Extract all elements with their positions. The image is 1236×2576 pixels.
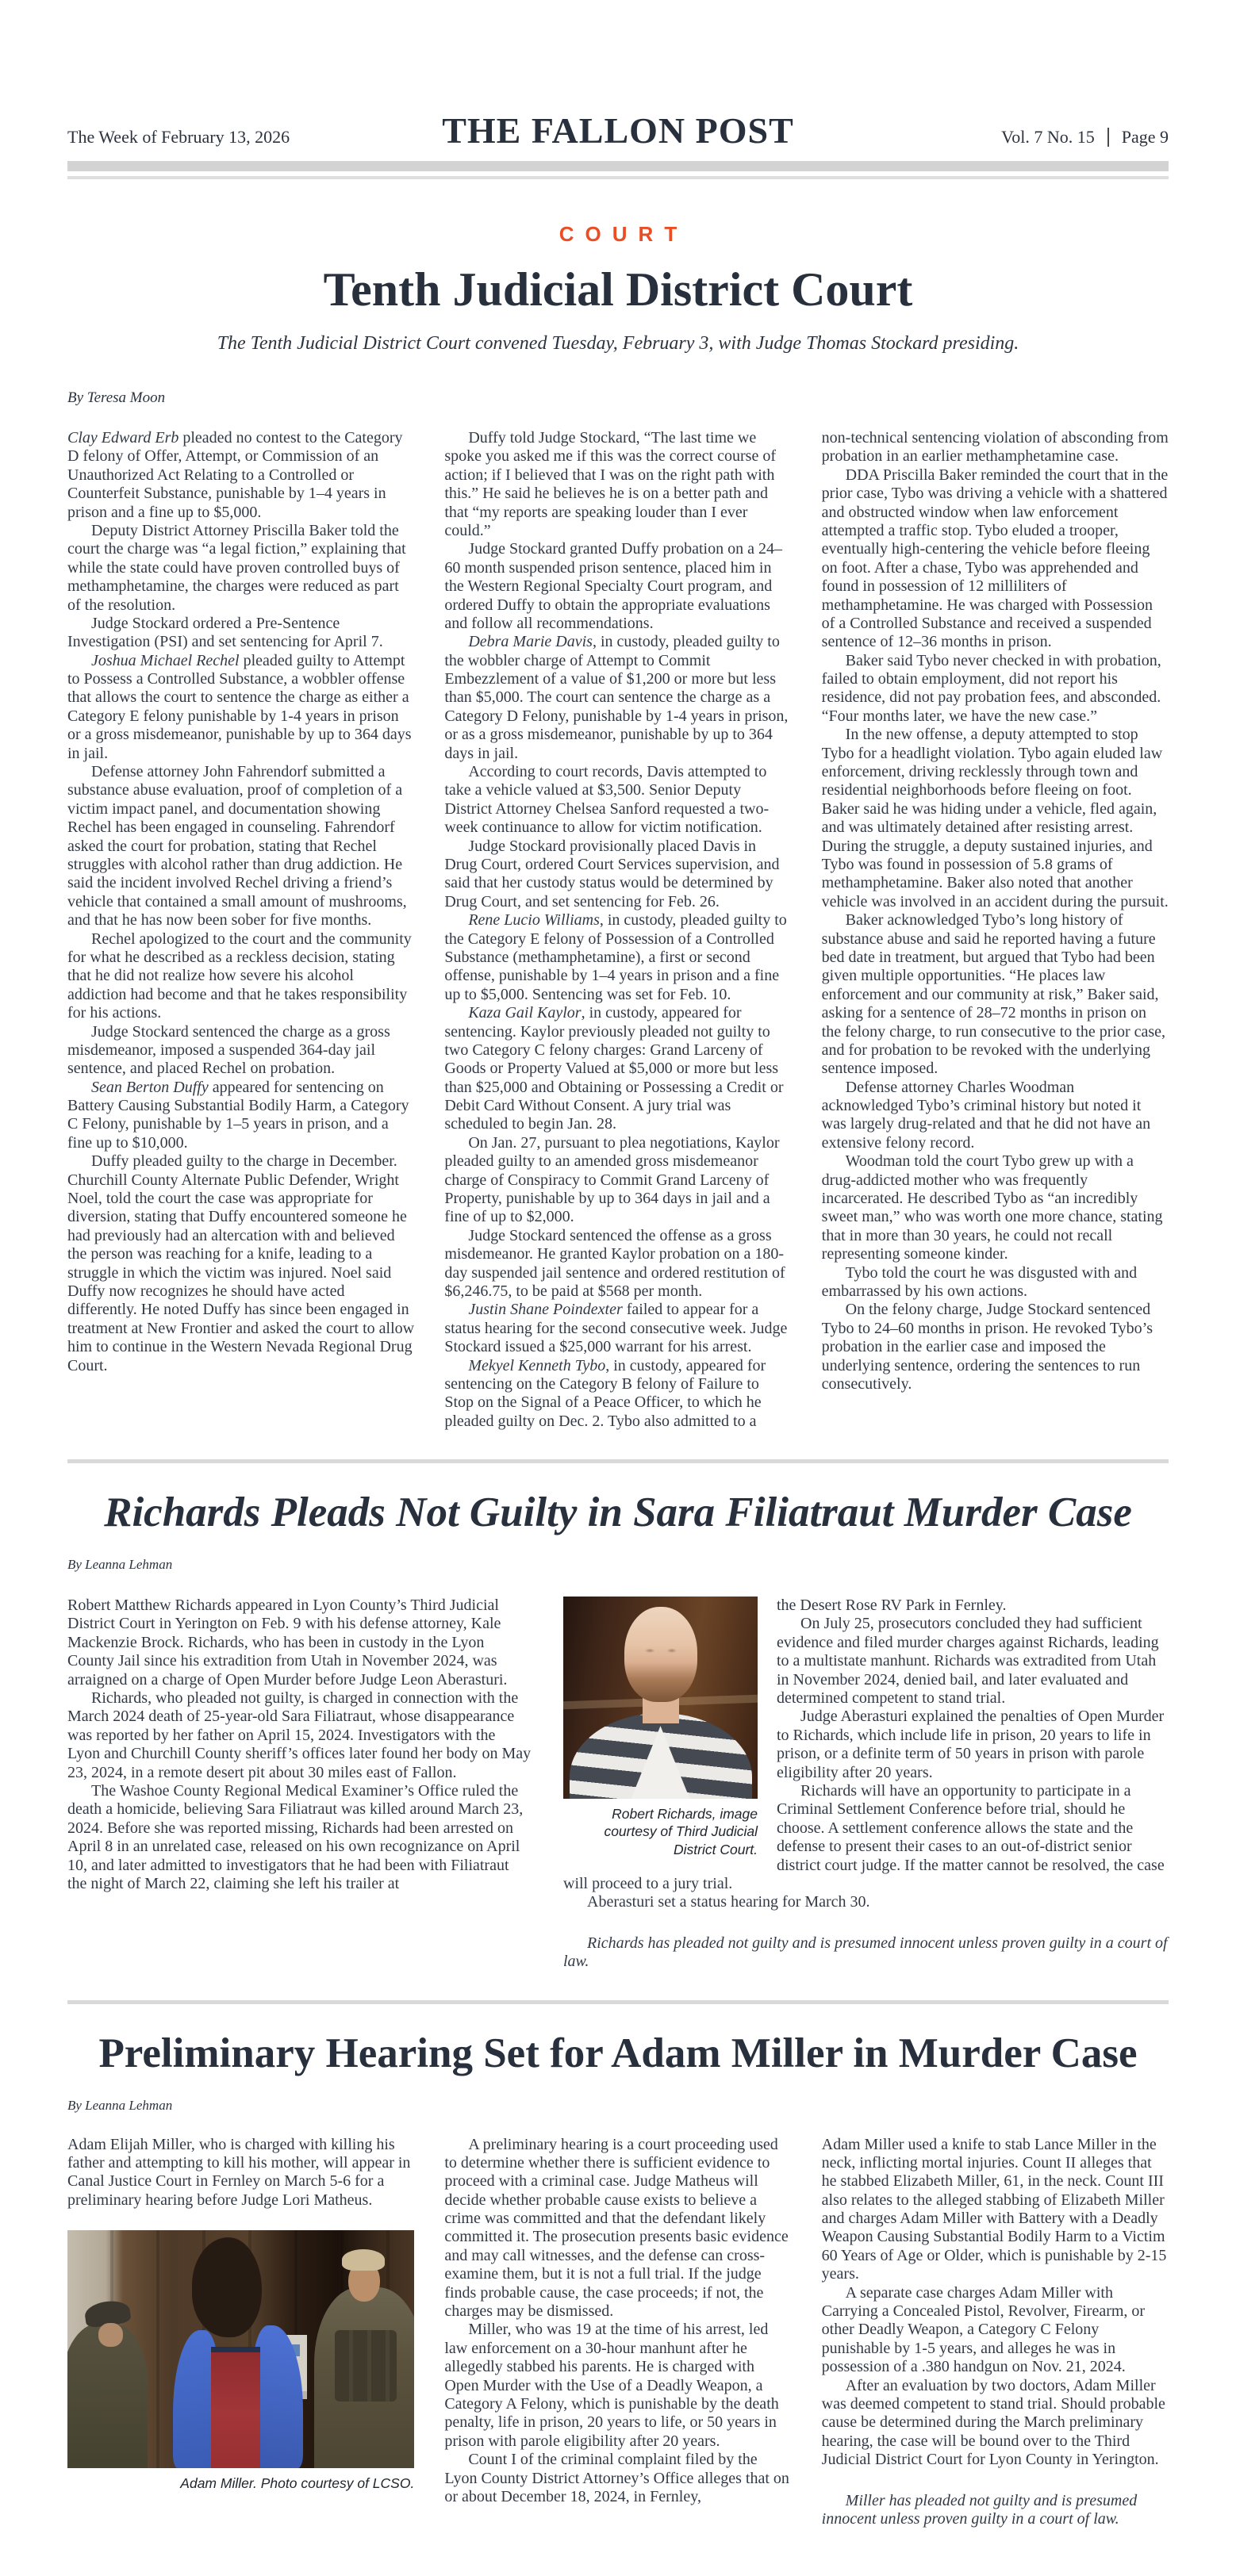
paragraph: According to court records, Davis attempted to take a vehicle valued at $3,500. Senior Deputy District Attorney Chelsea Sanford requested a two-week continuance to allow for victim notification. [444,763,770,837]
paragraph: non-technical sentencing violation of absconding from probation in an earlier methamphetamine case. [821,429,1169,466]
photo-left-officer-face-shape [98,2323,123,2347]
paragraph: Woodman told the court Tybo grew up with a drug-addicted mother who was frequently incarcerated. He described Tybo as “an incredibly sweet man,” who was worth one more chance, stating that in more than 30 years, he could not recall representing someone kinder. [821,1152,1163,1263]
defendant-name: Rene Lucio Williams [468,911,600,930]
article3-column-3-text [822,2136,1169,2470]
paragraph: Richards will have an opportunity to participate in a Criminal Settlement Conference before trial, should he choose. A settlement conference allows the state and the defense to present their cases to an out-of-district senior district court judge. If the matter cannot be resolved, the case will proceed to a jury trial. [563,1782,1165,1892]
article-tenth-judicial-district-court [67,263,1169,1431]
article-divider [67,1459,1169,1463]
article3-column-3 [822,2136,1169,2529]
paragraph: Rechel apologized to the court and the community for what he described as a reckless decision, stating that he did not realize how severe his alcohol addiction had become and that he takes responsibility for his actions. [67,930,412,1022]
paragraph: Judge Stockard granted Duffy probation on a 24–60 month suspended prison sentence, placed him in the Western Regional Specialty Court program, and ordered Duffy to obtain the appropriate evaluations and follow all recommendations. [444,540,782,632]
paragraph: Baker said Tybo never checked in with probation, failed to obtain employment, did not report his residence, did not pay probation fees, and absconded. “Four months later, we have the new case.” [821,651,1161,725]
page-header [67,109,1169,151]
article1-byline: By Teresa Moon [67,389,166,406]
defendant-name: Joshua Michael Rechel [91,651,240,669]
article1-columns [67,429,1169,1431]
paragraph: DDA Priscilla Baker reminded the court that in the prior case, Tybo was driving a vehicle with a shattered and obstructed window when law enforcement attempted a traffic stop. Tybo eluded a trooper, eventually high-centering the vehicle before fleeing on foot. After a chase, Tybo was apprehended and found in possession of 12 milliliters of methamphetamine. He was charged with Possession of a Controlled Substance and received a suspended sentence of 12–36 months in prison. [821,466,1169,651]
page-number: Page 9 [1121,127,1169,147]
article3-byline: By Leanna Lehman [67,2097,173,2113]
defendant-name: Clay Edward Erb [67,429,179,447]
richards-photo-caption: Robert Richards, image courtesy of Third Judicial District Court. [604,1806,758,1857]
paragraph: the Desert Rose RV Park in Fernley. [777,1597,1007,1615]
paragraph: Debra Marie Davis, in custody, pleaded guilty to the wobbler charge of Attempt to Commit Embezzlement of a value of $1,200 or more but less than $5,000. The court can sentence the charge as a Category D Felony, punishable by 1-4 years in prison, or as a gross misdemeanor, punishable by up to 364 days in jail. [444,633,789,762]
paragraph: Tybo told the court he was disgusted with and embarrassed by his own actions. [821,1263,1138,1300]
defendant-name: Debra Marie Davis [468,633,593,651]
paragraph: A preliminary hearing is a court proceeding used to determine whether there is sufficient evidence to proceed with a criminal case. Judge Matheus will decide whether probable cause exists to believe a crime was committed and that the defendant likely committed it. The prosecution presents basic evidence and may call witnesses, and the defense can cross-examine them, but it is not a full trial. If the judge finds probable cause, the case proceeds; if not, the charges may be dismissed. [444,2135,789,2321]
article3-column-2 [444,2136,791,2529]
volume-number: Vol. 7 No. 15 [1001,127,1095,147]
richards-photo [563,1597,758,1799]
defendant-name: Kaza Gail Kaylor [468,1004,582,1022]
paragraph: Robert Matthew Richards appeared in Lyon County’s Third Judicial District Court in Yerington on Feb. 9 with his defense attorney, Kale Mackenzie Brock. Richards, who has been in custody in the Lyon County Jail since his extradition from Utah in November 2024, was arraigned on a charge of Open Murder before Judge Leon Aberasturi. [67,1597,508,1689]
paragraph: The Washoe County Regional Medical Examiner’s Office ruled the death a homicide, believing Sara Filiatraut was killed around March 23, 2024. Before she was reported missing, Richards had been arrested on April 8 in an unrelated case, released on his own recognizance on April 10, and later admitted to investigators that he had been with Filiatraut the night of March 22, claiming she left his trailer at [67,1782,524,1892]
photo-right-officer-vest-shape [335,2330,397,2402]
defendant-name: Mekyel Kenneth Tybo [468,1356,606,1374]
paragraph: Judge Stockard sentenced the offense as a gross misdemeanor. He granted Kaylor probation on a 180-day suspended jail sentence and ordered restitution of $6,246.75, to be paid at $568 per month. [444,1226,785,1300]
header-vertical-divider [1107,128,1109,147]
defendant-name: Sean Berton Duffy [91,1078,209,1096]
volume-page-info [839,127,1169,148]
paragraph: Defense attorney Charles Woodman acknowledged Tybo’s criminal history but noted it was largely drug-related and that he did not have an extensive felony record. [821,1078,1151,1152]
paragraph: Clay Edward Erb pleaded no contest to the Category D felony of Offer, Attempt, or Commission of an Unauthorized Act Relating to a Controlled or Counterfeit Substance, punishable by 1–4 years in prison and a fine up to $5,000. [67,429,403,521]
paragraph: Adam Miller used a knife to stab Lance Miller in the neck, inflicting mortal injuries. Count II alleges that he stabbed Elizabeth Miller, 61, in the neck. Count III also relates to the alleged stabbing of Elizabeth Miller and charges Adam Miller with Battery with a Deadly Weapon Causing Substantial Bodily Harm to a Victim 60 Years of Age or Older, which is punishable by 2-15 years. [821,2135,1167,2283]
paragraph: Rene Lucio Williams, in custody, pleaded guilty to the Category E felony of Possession of a Controlled Substance (methamphetamine), a first or second offense, punishable by 1–4 years in prison and a fine up to $5,000. Sentencing was set for Feb. 10. [444,911,787,1003]
article1-column-2 [444,429,791,1431]
miller-photo-figure [67,2230,414,2492]
article2-body [67,1597,1169,1971]
paragraph: Sean Berton Duffy appeared for sentencing on Battery Causing Substantial Bodily Harm, a Category C Felony, punishable by 1–5 years in prison, and a fine up to $10,000. [67,1078,409,1152]
article3-columns [67,2136,1169,2529]
paragraph: After an evaluation by two doctors, Adam Miller was deemed competent to stand trial. Should probable cause be determined during the March preliminary hearing, the case will be bound over to the Third Judicial District Court for Lyon County in Yerington. [821,2376,1165,2469]
issue-date: The Week of February 13, 2026 [67,127,290,147]
paragraph: Deputy District Attorney Priscilla Baker told the court the charge was “a legal fiction,” explaining that while the state could have proven controlled buys of methamphetamine, the charges were reduced as part of the resolution. [67,521,406,614]
masthead-title: THE FALLON POST [442,110,794,151]
article1-headline: Tenth Judicial District Court [323,263,913,316]
article2-disclaimer: Richards has pleaded not guilty and is presumed innocent unless proven guilty in a court of law. [563,1934,1168,1971]
paragraph: Defense attorney John Fahrendorf submitted a substance abuse evaluation, proof of completion of a victim impact panel, and documentation showing Rechel has been engaged in counseling. Fahrendorf asked the court for probation, stating that Rechel struggles with alcohol rather than drug addiction. He said the incident involved Rechel driving a friend’s vehicle that contained a small amount of mushrooms, and that he has now been sober for five months. [67,763,407,930]
article1-column-3 [822,429,1169,1431]
paragraph: On July 25, prosecutors concluded they had sufficient evidence and filed murder charges against Richards, leading to a multistate manhunt. Richards was extradited from Utah in November 2024, denied bail, and later evaluated and determined competent to stand trial. [777,1615,1159,1708]
article-miller-preliminary-hearing [67,2030,1169,2529]
photo-head-shape [624,1607,697,1702]
section-label: COURT [559,222,689,246]
paragraph: Joshua Michael Rechel pleaded guilty to Attempt to Possess a Controlled Substance, a wobbler offense that allows the court to sentence the charge as either a Category E felony punishable by 1-4 years in prison or a gross misdemeanor, punishable by up to 364 days in jail. [67,651,412,762]
photo-right-officer-cap-shape [342,2249,386,2271]
paragraph: Judge Stockard provisionally placed Davis in Drug Court, ordered Court Services supervision, and said that her custody status would be determined by Drug Court, and set sentencing for Feb. 26. [444,837,780,910]
article1-column-1 [67,429,414,1431]
photo-miller-hair-shape [192,2237,261,2337]
header-rule-thick [67,161,1169,171]
miller-photo [67,2230,414,2468]
article2-headline: Richards Pleads Not Guilty in Sara Filiatraut Murder Case [104,1489,1132,1536]
paragraph: In the new offense, a deputy attempted to stop Tybo for a headlight violation. Tybo again eluded law enforcement, driving recklessly through town and residential neighborhoods before fleeing on foot. Baker said he was hiding under a vehicle, fled again, and was ultimately detained after resisting arrest. During the struggle, a deputy sustained injuries, and Tybo was found in possession of 5.8 grams of methamphetamine. Baker also noted that another vehicle was involved in an accident during the pursuit. [821,726,1169,910]
paragraph: Baker acknowledged Tybo’s long history of substance abuse and said he reported having a future bed date in treatment, but argued that Tybo had been given multiple opportunities. “He places law enforcement and our community at risk,” Baker said, asking for a sentence of 28–72 months in prison on the felony charge, to run consecutive to the prior case, and for probation to be revoked with the underlying sentence imposed. [821,911,1166,1078]
article3-disclaimer: Miller has pleaded not guilty and is presumed innocent unless proven guilty in a court of law. [821,2491,1138,2528]
paragraph: Richards, who pleaded not guilty, is charged in connection with the March 2024 death of 25-year-old Sara Filiatraut, whose disappearance was reported by her father on April 15, 2024. Investigators with the Lyon and Churchill County sheriff’s offices later found her body on May 23, 2024, in a remote desert pit about 30 miles east of Fallon. [67,1689,532,1781]
paragraph: Duffy pleaded guilty to the charge in December. Churchill County Alternate Public Defender, Wright Noel, told the court the case was appropriate for diversion, stating that Duffy encountered someone he had previously had an altercation with and believed the person was reaching for a knife, leading to a struggle in which the victim was injured. Noel said Duffy now recognizes he should have acted differently. He noted Duffy has since been engaged in treatment at New Frontier and asked the court to allow him to continue in the Western Nevada Regional Drug Court. [67,1152,415,1374]
article3-column-1 [67,2136,414,2529]
richards-photo-figure [563,1597,758,1858]
photo-red-shirt-shape [211,2347,259,2468]
paragraph: Kaza Gail Kaylor, in custody, appeared for sentencing. Kaylor previously pleaded not guilty to two Category C felony charges: Grand Larceny of Goods or Property Valued at $5,000 or more but less than $25,000 and Obtaining or Possessing a Credit or Debit Card Without Consent. A jury trial was scheduled to begin Jan. 28. [444,1004,784,1133]
paragraph: Justin Shane Poindexter failed to appear for a status hearing for the second consecutive week. Judge Stockard issued a $25,000 warrant for his arrest. [444,1301,788,1356]
paragraph: Judge Stockard ordered a Pre-Sentence Investigation (PSI) and set sentencing for April 7. [67,614,383,651]
paragraph: Judge Stockard sentenced the charge as a gross misdemeanor, imposed a suspended 364-day jail sentence, and placed Rechel on probation. [67,1022,390,1078]
paragraph: Adam Elijah Miller, who is charged with killing his father and attempting to kill his mother, will appear in Canal Justice Court in Fernley on March 5-6 for a preliminary hearing before Judge Lori Matheus. [67,2135,411,2209]
article-richards-murder-case [67,1489,1169,1971]
header-rule-thin [67,176,1169,179]
article3-intro-text [67,2136,414,2210]
paragraph: A separate case charges Adam Miller with Carrying a Concealed Pistol, Revolver, Firearm, or other Deadly Weapon, a Category C Felony punishable by 1-5 years, and alleges he was in possession of a .380 handgun on Nov. 21, 2024. [821,2283,1146,2376]
paragraph: Aberasturi set a status hearing for March 30. [587,1893,870,1911]
article1-subtitle: The Tenth Judicial District Court convened Tuesday, February 3, with Judge Thomas Stockard presiding. [217,333,1019,354]
article-divider [67,2000,1169,2004]
article2-byline: By Leanna Lehman [67,1557,173,1573]
paragraph: Miller, who was 19 at the time of his arrest, led law enforcement on a 30-hour manhunt after he allegedly stabbed his parents. He is charged with Open Murder with the Use of a Deadly Weapon, a Category A Felony, which is punishable by the death penalty, life in prison, 20 years to life, or 50 years in prison with parole eligibility after 20 years. [444,2321,779,2450]
article3-headline: Preliminary Hearing Set for Adam Miller in Murder Case [98,2030,1138,2076]
defendant-name: Justin Shane Poindexter [468,1301,623,1319]
paragraph: On the felony charge, Judge Stockard sentenced Tybo to 24–60 months in prison. He revoked Tybo’s probation in the earlier case and imposed the underlying sentence, ordering the sentences to run consecutively. [821,1301,1153,1393]
paragraph: On Jan. 27, pursuant to plea negotiations, Kaylor pleaded guilty to an amended gross misdemeanor charge of Conspiracy to Commit Grand Larceny of Property, punishable by up to 364 days in jail and a fine of up to $2,000. [444,1133,780,1226]
paragraph: Duffy told Judge Stockard, “The last time we spoke you asked me if this was the correct course of action; if I believed that I was on the right path with this.” He said he believes he is on a better path and that “my reports are speaking louder than I ever could.” [444,429,776,539]
paragraph: Judge Aberasturi explained the penalties of Open Murder to Richards, which include life in prison, 20 years to life in prison, or a definite term of 50 years in prison with parole eligibility after 20 years. [777,1708,1165,1781]
paragraph: Mekyel Kenneth Tybo, in custody, appeared for sentencing on the Category B felony of Failure to Stop on the Signal of a Peace Officer, to which he pleaded guilty on Dec. 2. Tybo also admitted to a [444,1356,766,1430]
article2-left-column [67,1597,532,1971]
miller-photo-caption: Adam Miller. Photo courtesy of LCSO. [180,2475,415,2492]
paragraph: Count I of the criminal complaint filed by the Lyon County District Attorney’s Office alleges that on or about December 18, 2024, in Fernley, [444,2451,789,2505]
article2-right-column [563,1597,1169,1971]
